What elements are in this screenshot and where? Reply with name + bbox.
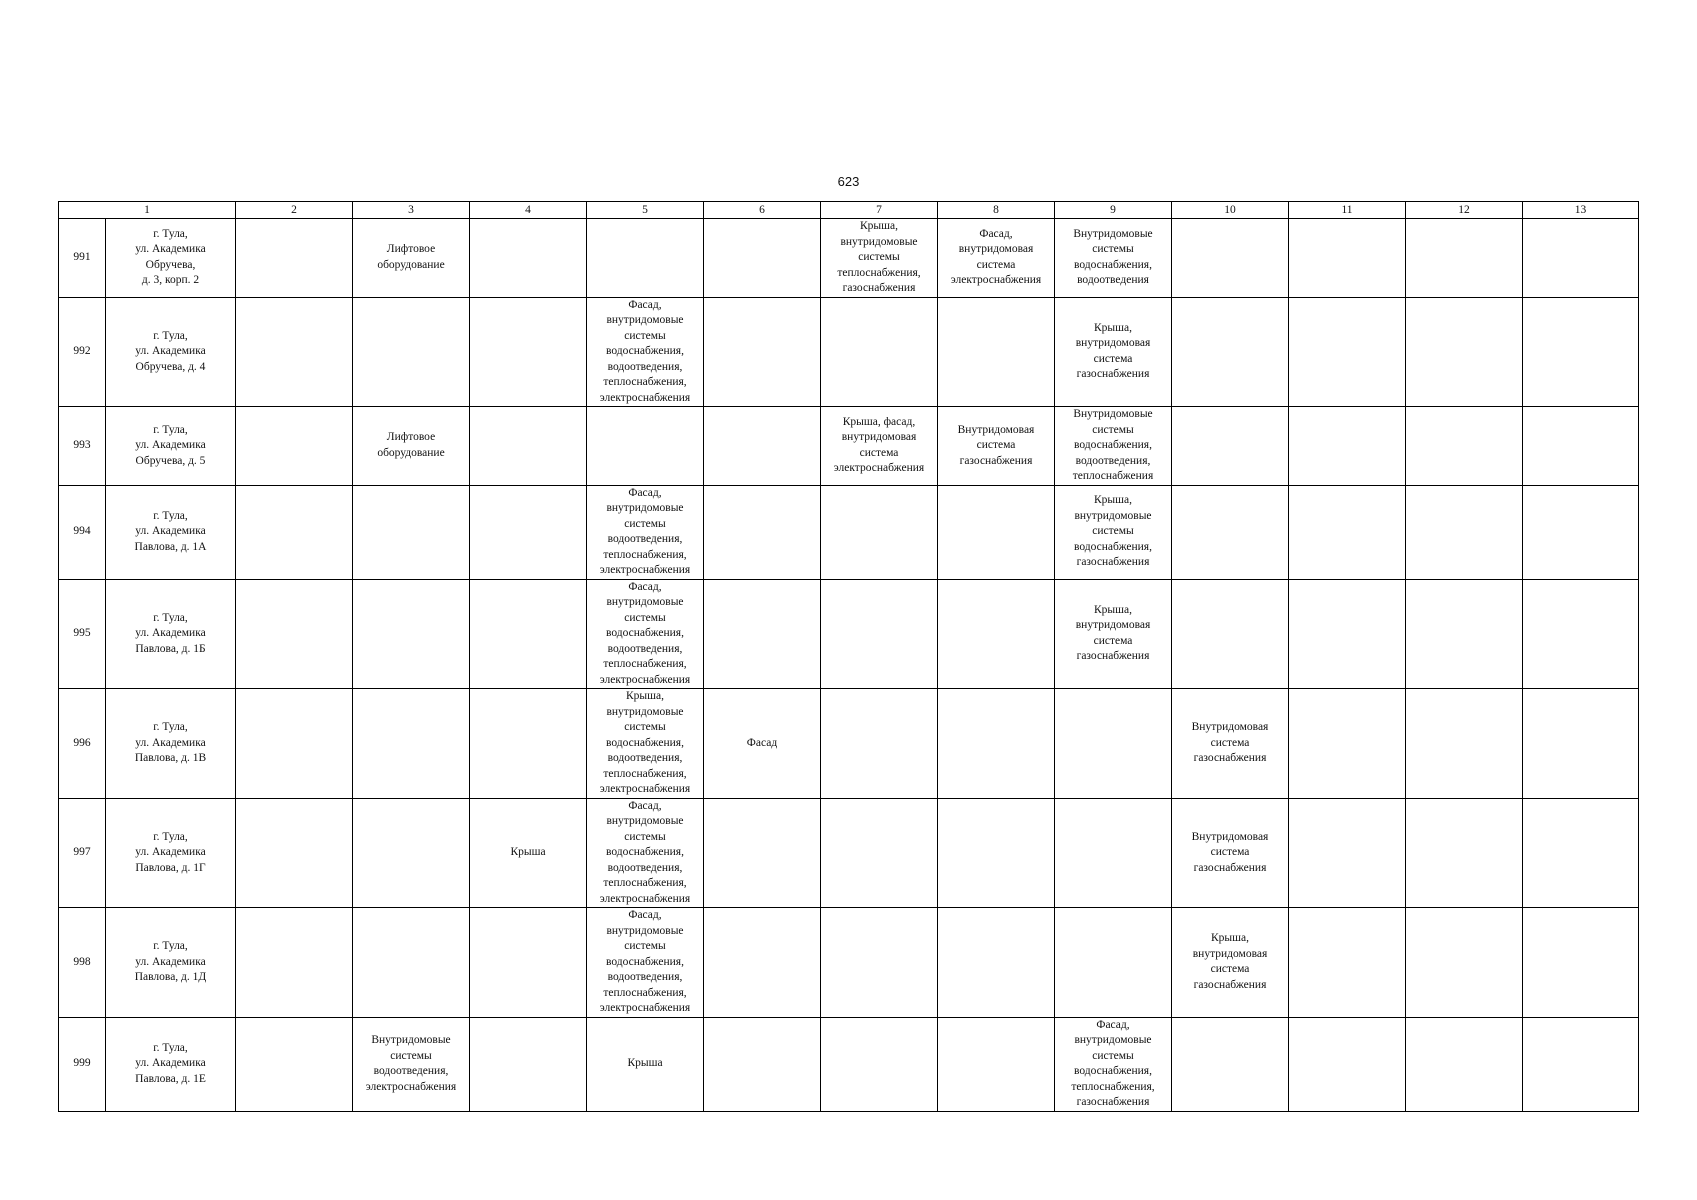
table-cell-col-6 (704, 579, 821, 689)
table-cell-col-2 (236, 219, 353, 298)
table-cell-col-5 (587, 219, 704, 298)
table-cell-col-13 (1523, 798, 1639, 908)
table-cell-col-7 (821, 1017, 938, 1111)
table-cell-col-8 (938, 798, 1055, 908)
table-cell-col-8: Фасад, внутридомовая система электроснабжения (938, 219, 1055, 298)
table-cell-col-2 (236, 798, 353, 908)
table-cell-col-7: Крыша, внутридомовые системы теплоснабжения, газоснабжения (821, 219, 938, 298)
table-cell-col-3 (353, 798, 470, 908)
table-cell-col-13 (1523, 1017, 1639, 1111)
table-cell-col-5: Фасад, внутридомовые системы водоотведения, теплоснабжения, электроснабжения (587, 485, 704, 579)
table-cell-col-11 (1289, 689, 1406, 799)
table-cell-col-9: Крыша, внутридомовая система газоснабжения (1055, 579, 1172, 689)
table-cell-col-6: Фасад (704, 689, 821, 799)
table-cell-col-13 (1523, 407, 1639, 486)
table-cell-col-2 (236, 1017, 353, 1111)
table-cell-col-7 (821, 579, 938, 689)
table-cell-col-12 (1406, 798, 1523, 908)
address-cell: г. Тула, ул. Академика Обручева, д. 3, корп. 2 (106, 219, 236, 298)
table-cell-col-3 (353, 297, 470, 407)
table-cell-col-11 (1289, 219, 1406, 298)
table-cell-col-5: Крыша, внутридомовые системы водоснабжения, водоотведения, теплоснабжения, электроснабжения (587, 689, 704, 799)
table-cell-col-7: Крыша, фасад, внутридомовая система электроснабжения (821, 407, 938, 486)
table-cell-col-5: Фасад, внутридомовые системы водоснабжения, водоотведения, теплоснабжения, электроснабжения (587, 579, 704, 689)
table-cell-col-8 (938, 908, 1055, 1018)
table-cell-col-8 (938, 485, 1055, 579)
column-header-8: 8 (938, 202, 1055, 219)
address-cell: г. Тула, ул. Академика Павлова, д. 1В (106, 689, 236, 799)
table-cell-col-12 (1406, 1017, 1523, 1111)
column-header-6: 6 (704, 202, 821, 219)
table-cell-col-10: Крыша, внутридомовая система газоснабжения (1172, 908, 1289, 1018)
table-cell-col-10 (1172, 579, 1289, 689)
column-header-12: 12 (1406, 202, 1523, 219)
table-cell-col-6 (704, 219, 821, 298)
address-cell: г. Тула, ул. Академика Павлова, д. 1Е (106, 1017, 236, 1111)
table-cell-col-5: Фасад, внутридомовые системы водоснабжения, водоотведения, теплоснабжения, электроснабжения (587, 297, 704, 407)
table-cell-col-4 (470, 689, 587, 799)
table-cell-col-4 (470, 219, 587, 298)
table-cell-col-2 (236, 908, 353, 1018)
table-cell-col-4 (470, 407, 587, 486)
table-cell-col-2 (236, 485, 353, 579)
table-row (59, 407, 1639, 486)
table-cell-col-7 (821, 908, 938, 1018)
table-cell-col-9 (1055, 908, 1172, 1018)
table-cell-col-8 (938, 297, 1055, 407)
table-cell-col-6 (704, 1017, 821, 1111)
table-cell-col-2 (236, 579, 353, 689)
table-cell-col-9: Крыша, внутридомовая система газоснабжения (1055, 297, 1172, 407)
table-cell-col-6 (704, 908, 821, 1018)
table-cell-col-2 (236, 297, 353, 407)
table-cell-col-8: Внутридомовая система газоснабжения (938, 407, 1055, 486)
table-cell-col-7 (821, 297, 938, 407)
table-cell-col-8 (938, 579, 1055, 689)
address-cell: г. Тула, ул. Академика Павлова, д. 1Д (106, 908, 236, 1018)
table-cell-col-3: Лифтовое оборудование (353, 219, 470, 298)
row-number: 995 (59, 579, 106, 689)
table-cell-col-10: Внутридомовая система газоснабжения (1172, 798, 1289, 908)
table-cell-col-11 (1289, 1017, 1406, 1111)
table-row (59, 908, 1639, 1018)
table-cell-col-3 (353, 485, 470, 579)
table-cell-col-10 (1172, 219, 1289, 298)
table-cell-col-13 (1523, 689, 1639, 799)
table-cell-col-11 (1289, 798, 1406, 908)
row-number: 996 (59, 689, 106, 799)
table-cell-col-10 (1172, 485, 1289, 579)
table-cell-col-8 (938, 689, 1055, 799)
column-header-1: 1 (59, 202, 236, 219)
table-cell-col-11 (1289, 908, 1406, 1018)
column-header-5: 5 (587, 202, 704, 219)
table-cell-col-5: Фасад, внутридомовые системы водоснабжения, водоотведения, теплоснабжения, электроснабжения (587, 798, 704, 908)
table-cell-col-7 (821, 485, 938, 579)
table-cell-col-12 (1406, 297, 1523, 407)
column-header-9: 9 (1055, 202, 1172, 219)
row-number: 999 (59, 1017, 106, 1111)
address-cell: г. Тула, ул. Академика Обручева, д. 4 (106, 297, 236, 407)
table-cell-col-3 (353, 908, 470, 1018)
table-cell-col-11 (1289, 579, 1406, 689)
document-table (58, 201, 1639, 1112)
header-row (59, 202, 1639, 219)
column-header-4: 4 (470, 202, 587, 219)
page-number: 623 (837, 174, 860, 189)
address-cell: г. Тула, ул. Академика Павлова, д. 1Г (106, 798, 236, 908)
table-cell-col-6 (704, 485, 821, 579)
table-cell-col-13 (1523, 297, 1639, 407)
table-cell-col-8 (938, 1017, 1055, 1111)
address-cell: г. Тула, ул. Академика Павлова, д. 1Б (106, 579, 236, 689)
table-cell-col-5: Фасад, внутридомовые системы водоснабжения, водоотведения, теплоснабжения, электроснабжения (587, 908, 704, 1018)
table-cell-col-10 (1172, 297, 1289, 407)
row-number: 993 (59, 407, 106, 486)
table-cell-col-3: Внутридомовые системы водоотведения, электроснабжения (353, 1017, 470, 1111)
table-cell-col-13 (1523, 485, 1639, 579)
table-cell-col-12 (1406, 219, 1523, 298)
column-header-2: 2 (236, 202, 353, 219)
row-number: 994 (59, 485, 106, 579)
table-row (59, 579, 1639, 689)
table-row (59, 219, 1639, 298)
table-cell-col-9: Фасад, внутридомовые системы водоснабжения, теплоснабжения, газоснабжения (1055, 1017, 1172, 1111)
row-number: 991 (59, 219, 106, 298)
row-number: 997 (59, 798, 106, 908)
table-cell-col-13 (1523, 579, 1639, 689)
table-cell-col-12 (1406, 689, 1523, 799)
table-row (59, 689, 1639, 799)
table-cell-col-5: Крыша (587, 1017, 704, 1111)
row-number: 992 (59, 297, 106, 407)
table-cell-col-13 (1523, 219, 1639, 298)
table-cell-col-10 (1172, 407, 1289, 486)
table-cell-col-13 (1523, 908, 1639, 1018)
table-cell-col-4 (470, 485, 587, 579)
table-cell-col-11 (1289, 485, 1406, 579)
table-cell-col-7 (821, 798, 938, 908)
column-header-7: 7 (821, 202, 938, 219)
table-cell-col-9 (1055, 689, 1172, 799)
table-cell-col-11 (1289, 407, 1406, 486)
table-row (59, 798, 1639, 908)
table-body (59, 219, 1639, 1112)
table-cell-col-4: Крыша (470, 798, 587, 908)
table-cell-col-4 (470, 579, 587, 689)
table-cell-col-12 (1406, 485, 1523, 579)
table-cell-col-7 (821, 689, 938, 799)
table-cell-col-11 (1289, 297, 1406, 407)
table-cell-col-6 (704, 798, 821, 908)
table-cell-col-3: Лифтовое оборудование (353, 407, 470, 486)
row-number: 998 (59, 908, 106, 1018)
table-cell-col-4 (470, 1017, 587, 1111)
column-header-11: 11 (1289, 202, 1406, 219)
table-cell-col-2 (236, 689, 353, 799)
table-cell-col-10 (1172, 1017, 1289, 1111)
table-cell-col-3 (353, 579, 470, 689)
table-row (59, 297, 1639, 407)
address-cell: г. Тула, ул. Академика Павлова, д. 1А (106, 485, 236, 579)
column-header-13: 13 (1523, 202, 1639, 219)
table-cell-col-12 (1406, 407, 1523, 486)
table-cell-col-6 (704, 407, 821, 486)
table-cell-col-4 (470, 297, 587, 407)
column-header-3: 3 (353, 202, 470, 219)
table-row (59, 1017, 1639, 1111)
column-header-10: 10 (1172, 202, 1289, 219)
table-cell-col-10: Внутридомовая система газоснабжения (1172, 689, 1289, 799)
table-cell-col-2 (236, 407, 353, 486)
table-row (59, 485, 1639, 579)
table-cell-col-5 (587, 407, 704, 486)
table-cell-col-9 (1055, 798, 1172, 908)
table-cell-col-9: Крыша, внутридомовые системы водоснабжения, газоснабжения (1055, 485, 1172, 579)
table-cell-col-9: Внутридомовые системы водоснабжения, водоотведения (1055, 219, 1172, 298)
table-cell-col-12 (1406, 579, 1523, 689)
table-cell-col-12 (1406, 908, 1523, 1018)
table-cell-col-6 (704, 297, 821, 407)
table-cell-col-9: Внутридомовые системы водоснабжения, водоотведения, теплоснабжения (1055, 407, 1172, 486)
address-cell: г. Тула, ул. Академика Обручева, д. 5 (106, 407, 236, 486)
table-cell-col-4 (470, 908, 587, 1018)
table-cell-col-3 (353, 689, 470, 799)
